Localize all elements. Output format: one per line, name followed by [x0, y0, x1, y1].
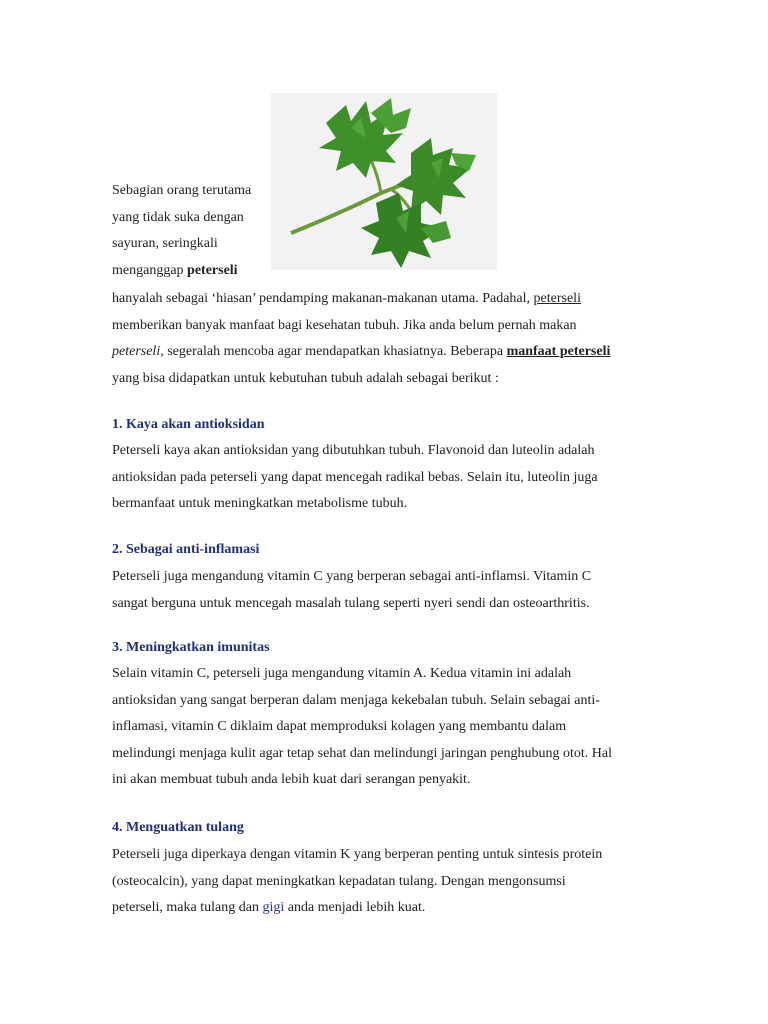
body-line: [112, 895, 660, 922]
body-line: melindungi menjaga kulit agar tetap sehat dan melindungi jaringan penghubung otot. Hal: [112, 745, 612, 761]
body-text: peterseli, maka tulang dan: [112, 900, 263, 915]
section-heading: 1. Kaya akan antioksidan: [112, 417, 265, 432]
intro-text: , segeralah mencoba agar mendapatkan khasiatnya. Beberapa: [160, 344, 507, 359]
intro-line: Sebagian orang terutama: [112, 183, 252, 198]
intro-italic-term: peterseli: [112, 344, 161, 359]
body-line: sangat berguna untuk mencegah masalah tulang seperti nyeri sendi dan osteoarthritis.: [112, 595, 590, 611]
body-line: (osteocalcin), yang dapat meningkatkan kepadatan tulang. Dengan mengonsumsi: [112, 873, 566, 889]
section-heading: 4. Menguatkan tulang: [112, 820, 244, 835]
intro-text: menganggap: [112, 262, 188, 278]
body-line: antioksidan pada peterseli yang dapat mencegah radikal bebas. Selain itu, luteolin juga: [112, 469, 598, 485]
intro-line: yang tidak suka dengan: [112, 209, 244, 225]
body-line: Peterseli juga mengandung vitamin C yang berperan sebagai anti-inflamsi. Vitamin C: [112, 569, 592, 584]
body-line: Selain vitamin C, peterseli juga mengandung vitamin A. Kedua vitamin ini adalah: [112, 666, 572, 681]
section-heading: 3. Meningkatkan imunitas: [112, 640, 270, 655]
body-line: antioksidan yang sangat berperan dalam menjaga kekebalan tubuh. Selain sebagai anti-: [112, 692, 600, 708]
parsley-image: [271, 93, 497, 270]
peterseli-link[interactable]: peterseli: [533, 291, 581, 306]
intro-line: sayuran, seringkali: [112, 236, 218, 251]
body-line: inflamasi, vitamin C diklaim dapat memproduksi kolagen yang membantu dalam: [112, 719, 567, 734]
body-line: Peterseli kaya akan antioksidan yang dibutuhkan tubuh. Flavonoid dan luteolin adalah: [112, 443, 595, 458]
intro-line: yang bisa didapatkan untuk kebutuhan tubuh adalah sebagai berikut :: [112, 370, 499, 386]
body-line: Peterseli juga diperkaya dengan vitamin K yang berperan penting untuk sintesis protein: [112, 847, 603, 862]
body-line: bermanfaat untuk meningkatkan metabolisme tubuh.: [112, 496, 408, 511]
intro-line: [112, 339, 660, 366]
intro-side-text: [112, 178, 267, 284]
intro-line: [112, 286, 660, 313]
manfaat-peterseli-link[interactable]: manfaat peterseli: [506, 344, 611, 359]
section-body: [112, 438, 660, 518]
intro-main-text: [112, 286, 660, 392]
body-text: anda menjadi lebih kuat.: [284, 900, 426, 915]
section-body: [112, 661, 660, 794]
body-line: ini akan membuat tubuh anda lebih kuat dari serangan penyakit.: [112, 772, 471, 787]
intro-line: [112, 258, 267, 285]
section-heading: 2. Sebagai anti-inflamasi: [112, 542, 260, 557]
section-body: [112, 842, 660, 922]
intro-keyword: peterseli: [187, 262, 238, 278]
intro-text: hanyalah sebagai ‘hiasan’ pendamping makanan-makanan utama. Padahal,: [112, 291, 534, 306]
section-body: [112, 564, 660, 617]
intro-line: memberikan banyak manfaat bagi kesehatan tubuh. Jika anda belum pernah makan: [112, 317, 577, 333]
gigi-link[interactable]: gigi: [262, 900, 285, 915]
